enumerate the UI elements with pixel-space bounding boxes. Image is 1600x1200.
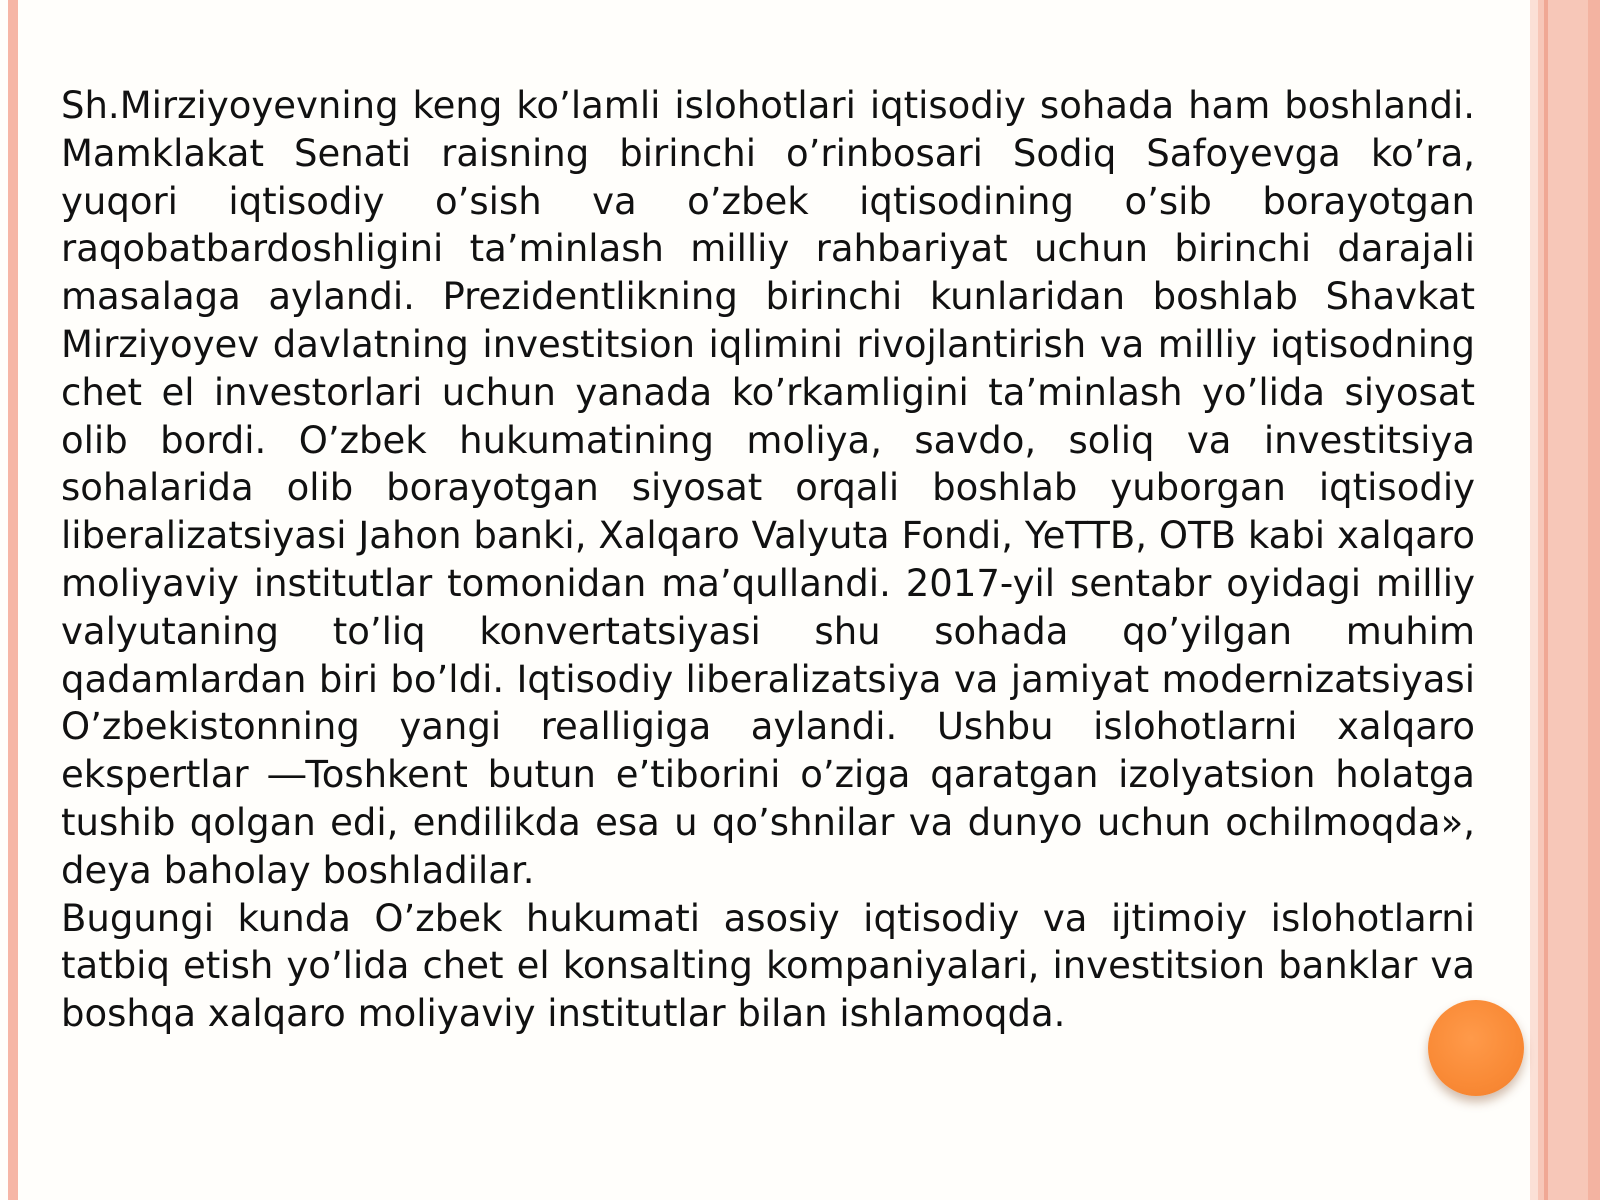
right-decorative-edge (1588, 0, 1600, 1200)
orange-circle-decoration (1428, 1000, 1524, 1096)
paragraph-2: Bugungi kunda O’zbek hukumati asosiy iqtisodiy va ijtimoiy islohotlarni tatbiq etish yo’lida chet el konsalting kompaniyalari, investitsion banklar va boshqa xalqaro moliyaviy institutlar bilan ishlamoqda. (61, 896, 1475, 1036)
right-decorative-stripe-light (1530, 0, 1538, 1200)
right-decorative-stripe-line (1544, 0, 1548, 1200)
left-decorative-stripe (8, 0, 18, 1200)
paragraph-1: Sh.Mirziyoyevning keng ko’lamli islohotlari iqtisodiy sohada ham boshlandi. Mamklakat Senati raisning birinchi o’rinbosari Sodiq Safoyevga ko’ra, yuqori iqtisodiy o’sish va o’zbek iqtisodining o’sib borayotgan raqobatbardoshligini ta’minlash milliy rahbariyat uchun birinchi darajali masalaga aylandi. Prezidentlikning birinchi kunlaridan boshlab Shavkat Mirziyoyev davlatning investitsion iqlimini rivojlantirish va milliy iqtisodning chet el investorlari uchun yanada ko’rkamligini ta’minlash yo’lida siyosat olib bordi. O’zbek hukumatining moliya, savdo, soliq va investitsiya sohalarida olib borayotgan siyosat orqali boshlab yuborgan iqtisodiy liberalizatsiyasi Jahon banki, Xalqaro Valyuta Fondi, YeTTB, OTB kabi xalqaro moliyaviy institutlar tomonidan ma’qullandi. 2017-yil sentabr oyidagi milliy valyutaning to’liq konvertatsiyasi shu sohada qo’yilgan muhim qadamlardan biri bo’ldi. Iqtisodiy liberalizatsiya va jamiyat modernizatsiyasi O’zbekistonning yangi realligiga aylandi. Ushbu islohotlarni xalqaro ekspertlar ―Toshkent butun e’tiborini o’ziga qaratgan izolyatsion holatga tushib qolgan edi, endilikda esa u qo’shnilar va dunyo uchun ochilmoqda», deya baholay boshladilar. (61, 84, 1475, 892)
slide-body-text (61, 82, 1475, 1038)
